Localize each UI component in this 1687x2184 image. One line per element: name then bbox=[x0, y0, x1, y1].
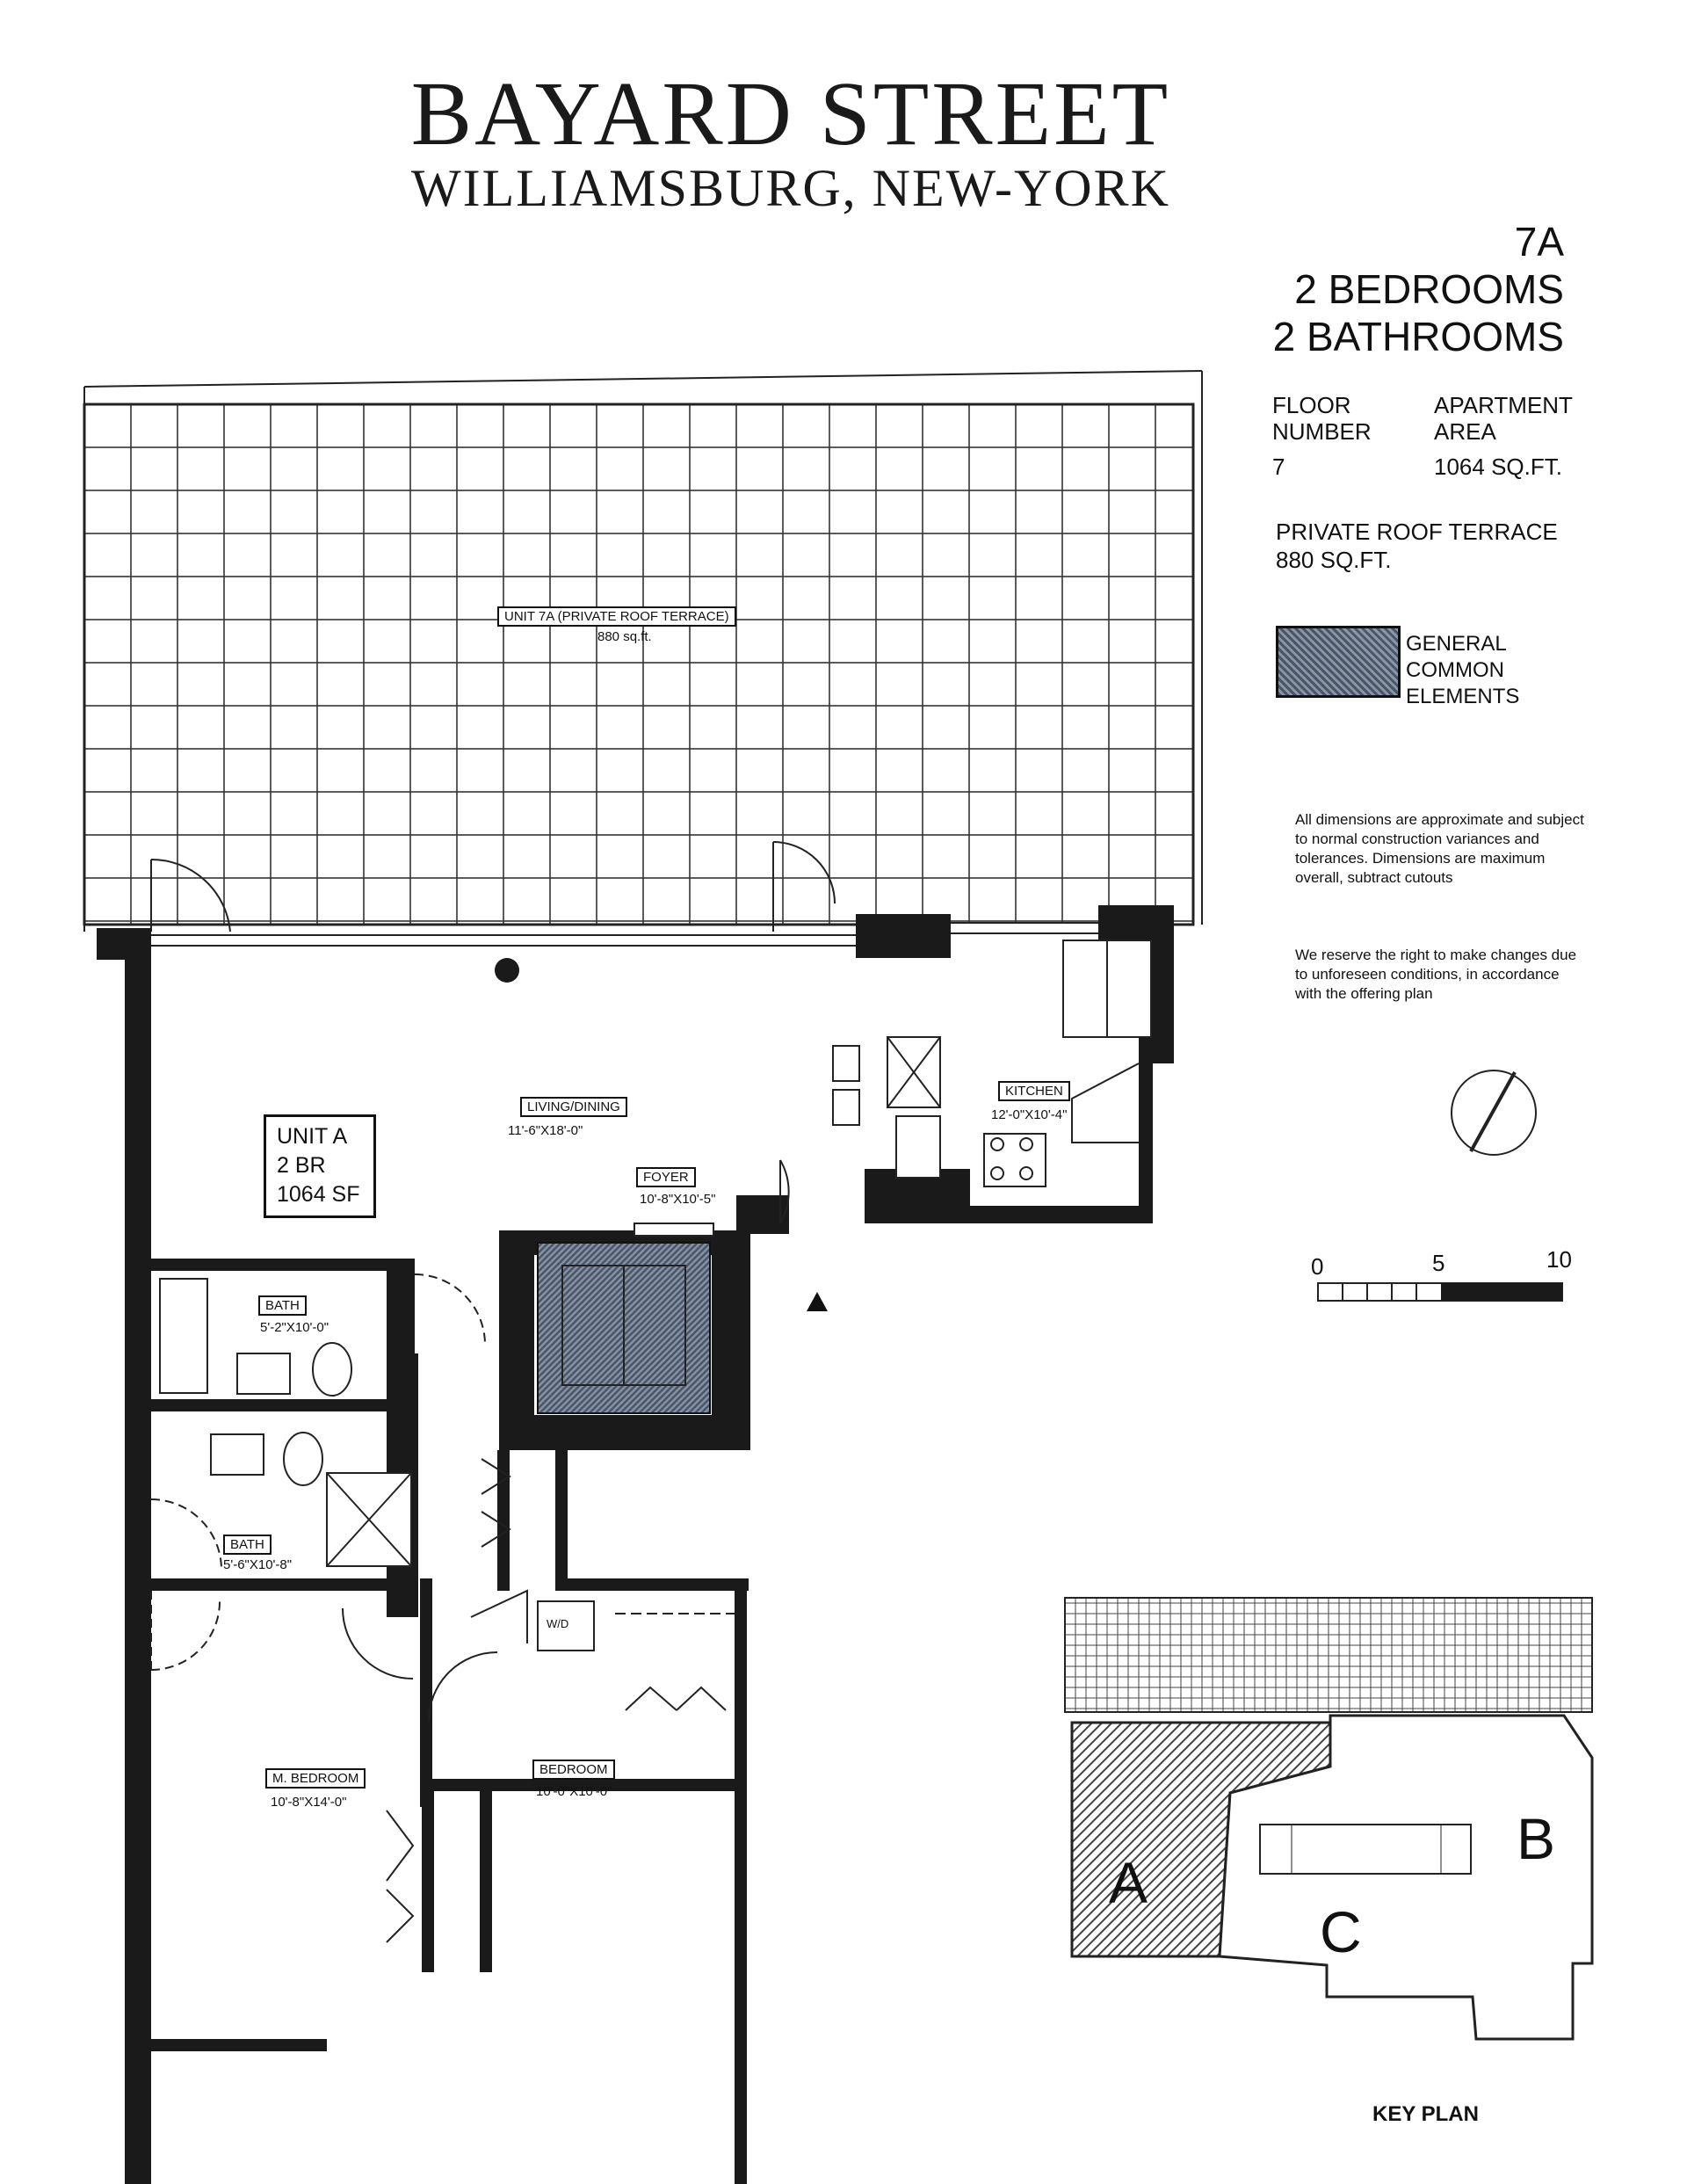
master-bedroom-label: M. BEDROOM bbox=[265, 1768, 366, 1789]
unit-a-area: 1064 SF bbox=[277, 1182, 360, 1207]
floor-number-value: 7 bbox=[1272, 453, 1285, 480]
key-plan bbox=[1065, 1598, 1592, 2039]
keyplan-unit-a: A bbox=[1109, 1850, 1148, 1915]
bath-2-dim: 5'-6"X10'-8" bbox=[223, 1557, 293, 1572]
scale-tick-0: 0 bbox=[1311, 1253, 1324, 1280]
north-arrow bbox=[1452, 1070, 1536, 1155]
common-elements-label: GENERAL COMMON ELEMENTS bbox=[1406, 632, 1520, 708]
kitchen-label: KITCHEN bbox=[998, 1081, 1070, 1101]
bath-1-label: BATH bbox=[258, 1295, 307, 1316]
column-marker bbox=[495, 958, 519, 983]
apartment-area-value: 1064 SQ.FT. bbox=[1434, 453, 1562, 480]
unit-a-box bbox=[264, 1114, 376, 1218]
bedroom-dim: 10'-0"X10'-0" bbox=[536, 1784, 612, 1799]
foyer-dim: 10'-8"X10'-5" bbox=[640, 1192, 716, 1207]
living-dining-label: LIVING/DINING bbox=[520, 1097, 627, 1117]
keyplan-unit-c: C bbox=[1320, 1899, 1362, 1964]
keyplan-unit-b: B bbox=[1517, 1806, 1556, 1871]
foyer-label: FOYER bbox=[636, 1167, 696, 1187]
entry-marker bbox=[807, 1292, 828, 1311]
living-dining-dim: 11'-6"X18'-0" bbox=[508, 1123, 583, 1138]
apartment-area-label: APARTMENT AREA bbox=[1434, 392, 1573, 445]
unit-bedrooms: 2 BEDROOMS bbox=[1294, 266, 1564, 312]
bedroom-label: BEDROOM bbox=[532, 1760, 615, 1780]
bath-1-dim: 5'-2"X10'-0" bbox=[260, 1320, 329, 1335]
unit-a-bedrooms: 2 BR bbox=[277, 1153, 326, 1178]
scale-tick-10: 10 bbox=[1546, 1246, 1572, 1273]
terrace-area-value: 880 SQ.FT. bbox=[1276, 547, 1392, 573]
keyplan-label: KEY PLAN bbox=[1372, 2102, 1479, 2126]
terrace-area: 880 sq.ft. bbox=[597, 629, 652, 644]
unit-a-name: UNIT A bbox=[277, 1124, 348, 1149]
bath-2-label: BATH bbox=[223, 1535, 272, 1555]
master-bedroom-dim: 10'-8"X14'-0" bbox=[271, 1795, 347, 1810]
reserve-note: We reserve the right to make changes due to unforeseen conditions, in accordance with the offering plan bbox=[1295, 947, 1577, 1002]
kitchen-fixtures bbox=[833, 940, 1151, 1186]
washer-dryer-label: W/D bbox=[547, 1617, 569, 1630]
building-title: BAYARD STREET bbox=[410, 63, 1171, 164]
scale-bar bbox=[1318, 1283, 1562, 1301]
roof-terrace bbox=[84, 371, 1202, 932]
terrace-area-label: PRIVATE ROOF TERRACE bbox=[1276, 519, 1558, 545]
unit-code: 7A bbox=[1514, 219, 1564, 265]
scale-tick-5: 5 bbox=[1432, 1250, 1445, 1276]
terrace-label: UNIT 7A (PRIVATE ROOF TERRACE) bbox=[497, 606, 736, 627]
building-location: WILLIAMSBURG, NEW-YORK bbox=[411, 159, 1170, 217]
bath-1-fixtures bbox=[160, 1274, 485, 1396]
kitchen-dim: 12'-0"X10'-4" bbox=[991, 1107, 1068, 1122]
bath-2-fixtures bbox=[151, 1433, 411, 1670]
dimensions-note: All dimensions are approximate and subject to normal construction variances and tolerances. Dimensions are maximum overall, subtract cutouts bbox=[1295, 811, 1584, 886]
unit-bathrooms: 2 BATHROOMS bbox=[1272, 314, 1564, 359]
floor-number-label: FLOOR NUMBER bbox=[1272, 392, 1372, 445]
